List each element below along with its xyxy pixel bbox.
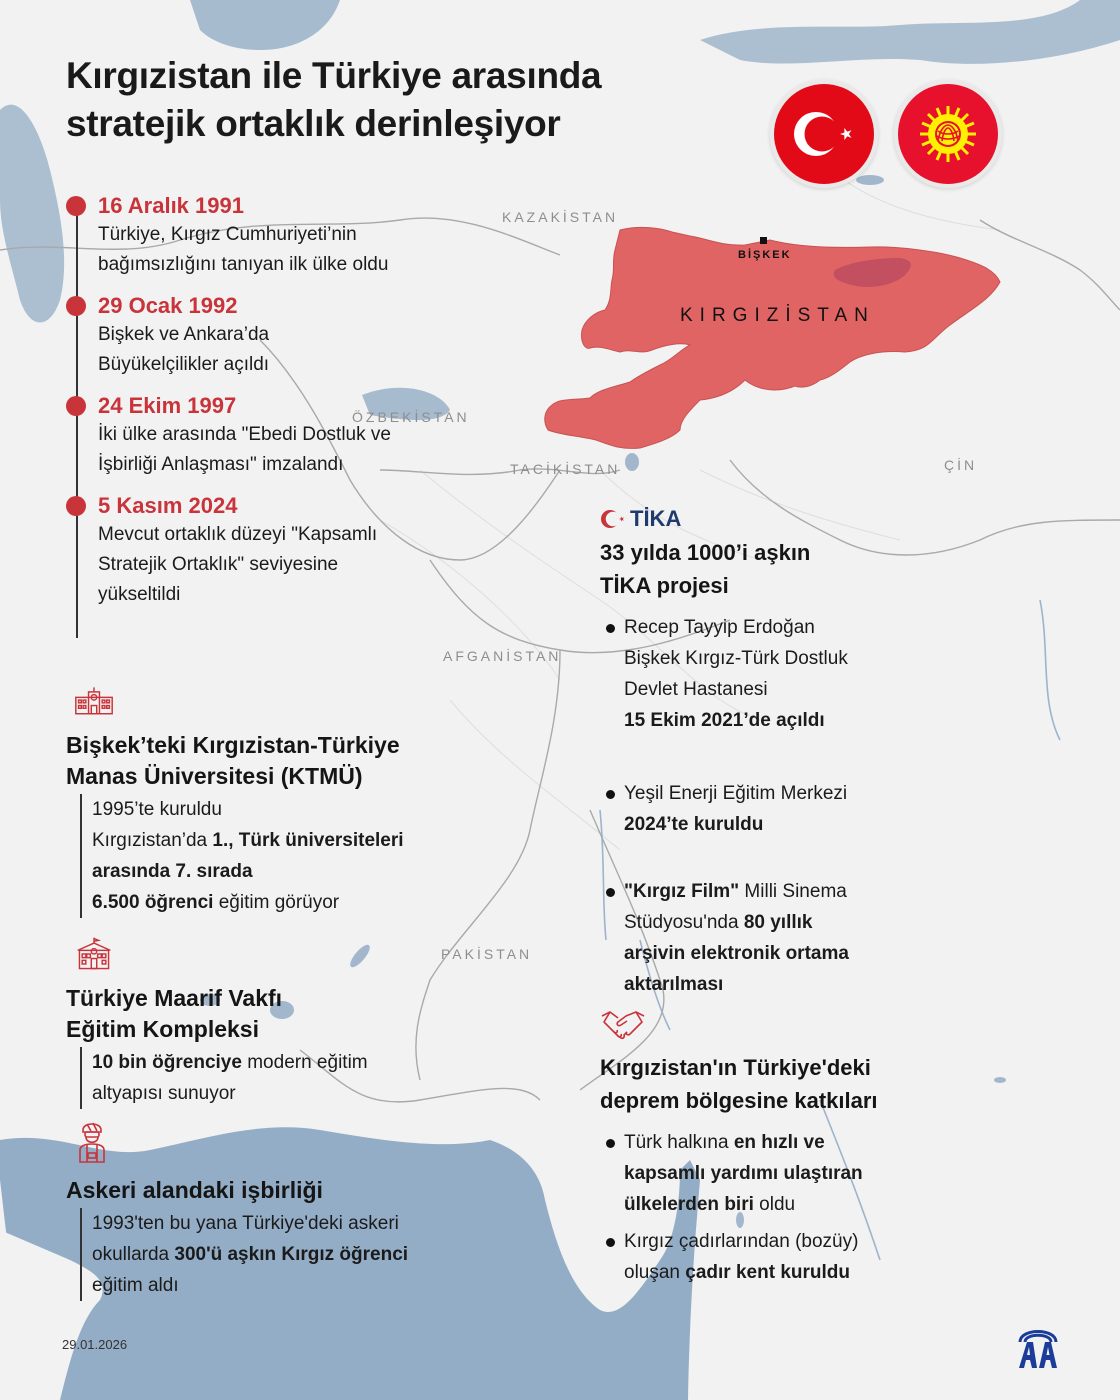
earthquake-title: Kırgızistan'ın Türkiye'deki [600, 1055, 871, 1080]
page-title [66, 52, 766, 148]
university-building-icon [74, 683, 114, 719]
tika-title: TİKA projesi [600, 573, 729, 598]
earthquake-item-text: oluşan [624, 1262, 686, 1283]
ktmu-text: eğitim görüyor [213, 892, 340, 913]
ktmu-text-bold: 6.500 öğrenci [92, 892, 214, 913]
flags [770, 80, 1010, 180]
ktmu-section [66, 683, 486, 918]
maarif-text: modern eğitim [241, 1052, 368, 1073]
map-label-uzbekistan: ÖZBEKİSTAN [352, 409, 470, 425]
handshake-icon [600, 1008, 646, 1040]
timeline-text: yükseltildi [98, 584, 181, 605]
earthquake-item-text-bold: çadır kent kuruldu [685, 1262, 850, 1283]
tika-logo-text: TİKA [630, 506, 682, 531]
ktmu-text: Kırgızistan’da [92, 830, 213, 851]
tika-item-text-bold: 15 Ekim 2021’de açıldı [624, 710, 825, 731]
timeline-date: 29 Ocak 1992 [98, 293, 238, 318]
timeline-text: İki ülke arasında "Ebedi Dostluk ve [98, 424, 391, 445]
military-title: Askeri alandaki işbirliği [66, 1177, 323, 1203]
timeline-text: Stratejik Ortaklık" seviyesine [98, 554, 339, 575]
maarif-title: Eğitim Kompleksi [66, 1016, 259, 1042]
ktmu-body [80, 794, 486, 918]
tika-item-text: Recep Tayyip Erdoğan [624, 617, 815, 638]
timeline [66, 192, 486, 622]
earthquake-item [600, 1226, 950, 1288]
publish-date: 29.01.2026 [62, 1337, 128, 1352]
tika-item-text: Stüdyosu'nda [624, 912, 744, 933]
ktmu-line [92, 856, 486, 887]
military-text: okullarda [92, 1244, 175, 1265]
map-label-bishkek: BİŞKEK [738, 249, 792, 261]
tika-section [600, 506, 950, 1000]
map-label-tajikistan: TACİKİSTAN [510, 461, 621, 477]
timeline-text: Mevcut ortaklık düzeyi "Kapsamlı [98, 524, 378, 545]
timeline-date: 16 Aralık 1991 [98, 193, 244, 218]
timeline-item [66, 292, 486, 380]
ktmu-line [92, 887, 486, 918]
timeline-text: İşbirliği Anlaşması" imzalandı [98, 454, 344, 475]
timeline-dot-icon [66, 496, 86, 516]
timeline-text: Büyükelçilikler açıldı [98, 354, 270, 375]
military-line [92, 1239, 486, 1270]
map-label-china: ÇİN [944, 457, 978, 473]
tika-item-text: Bişkek Kırgız-Türk Dostluk [624, 648, 848, 669]
title-line-2: stratejik ortaklık derinleşiyor [66, 103, 561, 144]
military-line: 1993'ten bu yana Türkiye'deki askeri [92, 1213, 399, 1234]
bishkek-marker [760, 237, 767, 244]
earthquake-title: deprem bölgesine katkıları [600, 1088, 878, 1113]
timeline-dot-icon [66, 296, 86, 316]
earthquake-item-text: oldu [753, 1194, 796, 1215]
tika-item-text: Yeşil Enerji Eğitim Merkezi [624, 783, 848, 804]
military-text-bold: 300'ü aşkın Kırgız öğrenci [174, 1244, 409, 1265]
maarif-section [66, 936, 486, 1109]
tika-item-text: Devlet Hastanesi [624, 679, 768, 700]
timeline-item [66, 392, 486, 480]
timeline-text: Türkiye, Kırgız Cumhuriyeti’nin [98, 224, 357, 245]
maarif-body [80, 1047, 486, 1109]
timeline-text: Bişkek ve Ankara’da [98, 324, 270, 345]
turkey-flag-icon [770, 80, 878, 188]
earthquake-item-text: Türk halkına [624, 1132, 734, 1153]
timeline-dot-icon [66, 396, 86, 416]
timeline-item [66, 492, 486, 610]
tika-item [600, 778, 950, 840]
earthquake-item [600, 1127, 950, 1220]
tika-item [600, 612, 950, 736]
crescent-star-icon [600, 508, 626, 530]
map-label-kazakhstan: KAZAKİSTAN [502, 209, 619, 225]
ktmu-text-bold: 1., Türk üniversiteleri [212, 830, 404, 851]
ktmu-title: Manas Üniversitesi (KTMÜ) [66, 763, 363, 789]
ktmu-title: Bişkek’teki Kırgızistan-Türkiye [66, 732, 400, 758]
earthquake-section [600, 1008, 950, 1288]
timeline-date: 24 Ekim 1997 [98, 393, 237, 418]
earthquake-item-text-bold: en hızlı ve [733, 1132, 825, 1153]
tika-item-text-bold: 2024’te kuruldu [624, 814, 764, 835]
maarif-text-bold: 10 bin öğrenciye [92, 1052, 242, 1073]
military-section [66, 1118, 486, 1301]
tika-logo [600, 506, 950, 532]
tika-item [600, 876, 950, 1000]
timeline-date: 5 Kasım 2024 [98, 493, 238, 518]
title-line-1: Kırgızistan ile Türkiye arasında [66, 55, 602, 96]
map-label-pakistan: PAKİSTAN [441, 946, 533, 962]
timeline-text: bağımsızlığını tanıyan ilk ülke oldu [98, 254, 389, 275]
military-body [80, 1208, 486, 1301]
ktmu-line: 1995’te kuruldu [92, 799, 222, 820]
aa-logo-icon [1015, 1320, 1061, 1370]
maarif-title: Türkiye Maarif Vakfı [66, 985, 283, 1011]
tika-item-text: Milli Sinema [739, 881, 847, 902]
earthquake-item-text: Kırgız çadırlarından (bozüy) [624, 1231, 859, 1252]
tika-item-text-bold: arşivin elektronik ortama [624, 943, 849, 964]
soldier-icon [74, 1118, 110, 1164]
maarif-line [92, 1047, 486, 1078]
timeline-dot-icon [66, 196, 86, 216]
ktmu-text-bold: arasında 7. sırada [92, 861, 253, 882]
military-line: eğitim aldı [92, 1275, 179, 1296]
earthquake-item-text-bold: kapsamlı yardımı ulaştıran [624, 1163, 863, 1184]
map-label-afghanistan: AFGANİSTAN [443, 648, 562, 664]
school-building-icon [74, 936, 114, 972]
ktmu-line [92, 825, 486, 856]
map-label-kyrgyzstan: KIRGIZİSTAN [680, 305, 875, 326]
tika-title: 33 yılda 1000’i aşkın [600, 540, 811, 565]
maarif-line: altyapısı sunuyor [92, 1083, 236, 1104]
tika-item-text-bold: "Kırgız Film" [624, 881, 740, 902]
earthquake-item-text-bold: ülkelerden biri [624, 1194, 754, 1215]
timeline-item [66, 192, 486, 280]
tika-item-text-bold: 80 yıllık [743, 912, 813, 933]
kyrgyzstan-flag-icon [894, 80, 1002, 188]
tika-item-text-bold: aktarılması [624, 974, 724, 995]
